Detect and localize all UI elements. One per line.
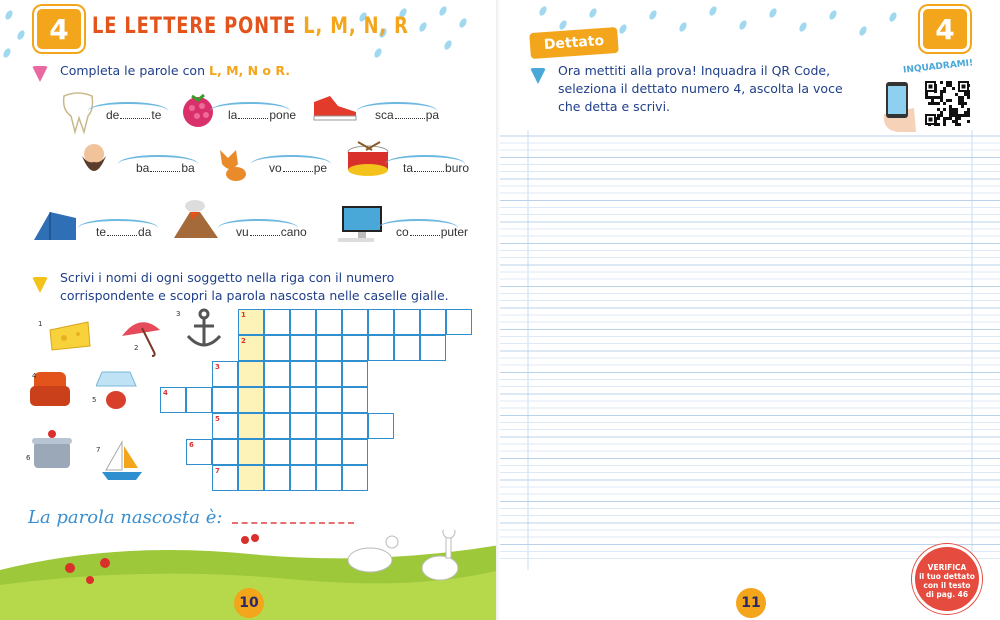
word-start: te (96, 225, 107, 239)
word-end: cano (280, 225, 307, 239)
dettato-label: Dettato (529, 27, 619, 59)
crossword-cell[interactable] (316, 361, 342, 387)
word-blank[interactable] (107, 226, 137, 236)
qr-label: INQUADRAMI! (902, 58, 974, 76)
chapter-number: 4 (49, 12, 69, 46)
word-end: buro (445, 161, 470, 175)
crossword-cell[interactable] (368, 309, 394, 335)
crossword-cell[interactable] (342, 387, 368, 413)
crossword-cell[interactable] (342, 439, 368, 465)
page-number-text: 10 (239, 595, 259, 611)
page-number (234, 588, 264, 618)
crossword-cell[interactable] (290, 465, 316, 491)
word-blank[interactable] (150, 162, 180, 172)
drop-dot (558, 19, 568, 31)
crossword-cell[interactable] (420, 309, 446, 335)
fill-in-word (96, 225, 151, 239)
drop-dot (888, 11, 898, 23)
crossword-cell[interactable] (264, 309, 290, 335)
word-start: vu (236, 225, 249, 239)
bullet-icon (32, 66, 48, 82)
crossword-cell[interactable] (290, 309, 316, 335)
word-end: ba (181, 161, 195, 175)
word-start: ta (403, 161, 414, 175)
crossword-cell[interactable] (342, 309, 368, 335)
word-blank[interactable] (238, 109, 268, 119)
crossword-cell[interactable] (342, 465, 368, 491)
item-number: 3 (176, 310, 181, 318)
qr-code-icon[interactable] (924, 80, 970, 126)
crossword-cell[interactable] (316, 439, 342, 465)
crossword-cell-hidden[interactable] (238, 361, 264, 387)
drop-dot (648, 9, 658, 21)
page-number-text: 11 (741, 595, 761, 611)
crossword-cell[interactable] (446, 309, 472, 335)
row-number: 6 (189, 441, 194, 449)
drop-dot (738, 19, 748, 31)
crossword-cell[interactable] (316, 465, 342, 491)
word-blank[interactable] (120, 109, 150, 119)
word-start: co (396, 225, 409, 239)
chapter-number-badge (34, 6, 84, 52)
crossword-cell[interactable] (264, 335, 290, 361)
drop-dot (2, 47, 12, 59)
beard-man-icon (74, 140, 122, 184)
chapter-number: 4 (935, 12, 955, 46)
item-number: 4 (32, 372, 37, 380)
crossword-cell[interactable] (316, 387, 342, 413)
pot-icon (30, 428, 76, 474)
lamp-icon (96, 368, 142, 414)
crossword-cell[interactable] (264, 387, 290, 413)
dettato-instruction: Ora mettiti alla prova! Inquadra il QR Code, seleziona il dettato numero 4, ascolta la voce che detta e scrivi. (558, 63, 843, 114)
instruction-text: Completa le parole con (60, 63, 206, 78)
hidden-word-label: La parola nascosta è: (28, 507, 223, 528)
word-blank[interactable] (283, 162, 313, 172)
fill-in-word (375, 108, 439, 122)
row-number: 5 (215, 415, 220, 423)
verify-line: VERIFICA (927, 563, 967, 572)
word-end: te (151, 108, 162, 122)
drop-dot (768, 7, 778, 19)
drop-dot (16, 29, 26, 41)
drop-dot (798, 21, 808, 33)
crossword-cell[interactable] (342, 335, 368, 361)
verify-line: di pag. 46 (925, 590, 969, 599)
drop-dot (828, 9, 838, 21)
item-number: 7 (96, 446, 101, 454)
crossword-cell[interactable] (394, 335, 420, 361)
fill-in-word (269, 161, 327, 175)
drop-dot (418, 21, 428, 33)
word-start: de (106, 108, 120, 122)
drop-dot (458, 17, 468, 29)
title-letters: L, M, N, R (303, 14, 409, 39)
crossword-cell[interactable] (368, 413, 394, 439)
word-end: pone (269, 108, 297, 122)
row-number: 3 (215, 363, 220, 371)
word-blank[interactable] (414, 162, 444, 172)
sneaker-icon (312, 88, 360, 132)
crossword-cell[interactable] (316, 413, 342, 439)
instruction-letters: L, M, N o R. (209, 63, 290, 78)
crossword-cell[interactable] (212, 387, 238, 413)
title-text: LE LETTERE PONTE (92, 14, 297, 39)
bullet-icon (32, 277, 48, 293)
crossword-cell[interactable] (186, 387, 212, 413)
drop-dot (443, 39, 453, 51)
fill-in-word (396, 225, 468, 239)
volcano-icon (172, 198, 220, 242)
drop-dot (858, 25, 868, 37)
tent-icon (32, 206, 80, 250)
item-number: 5 (92, 396, 97, 404)
chapter-number-badge-right (920, 6, 970, 52)
fill-in-word (136, 161, 195, 175)
page-number-right (736, 588, 766, 618)
crossword-cell[interactable] (264, 413, 290, 439)
item-number: 1 (38, 320, 43, 328)
fill-in-word (236, 225, 307, 239)
fill-in-word (106, 108, 161, 122)
drop-dot (708, 5, 718, 17)
row-number: 2 (241, 337, 246, 345)
crossword-cell[interactable] (290, 439, 316, 465)
drop-dot (538, 5, 548, 17)
sailboat-icon (100, 440, 146, 486)
word-start: vo (269, 161, 282, 175)
computer-icon (336, 204, 384, 248)
crossword-cell[interactable] (264, 439, 290, 465)
exercise1-instruction (60, 62, 290, 80)
crossword-cell[interactable] (342, 361, 368, 387)
word-end: puter (440, 225, 469, 239)
writing-lines[interactable] (500, 130, 1000, 570)
drop-dot (678, 21, 688, 33)
word-end: da (138, 225, 152, 239)
phone-hand-icon (878, 74, 920, 132)
anchor-icon (182, 308, 228, 354)
hidden-word-answer-line[interactable] (232, 522, 354, 524)
crossword-cell[interactable] (212, 439, 238, 465)
drop-dot (373, 47, 383, 59)
exercise2-instruction: Scrivi i nomi di ogni soggetto nella riga con il numero corrispondente e scopri la parola nascosta nelle caselle gialle. (60, 270, 449, 303)
crossword-cell[interactable] (316, 335, 342, 361)
page-title (92, 14, 409, 39)
crossword-cell[interactable] (342, 413, 368, 439)
umbrella-icon (120, 316, 166, 362)
word-end: pe (313, 161, 328, 175)
cheese-icon (48, 316, 94, 362)
row-number: 7 (215, 467, 220, 475)
crossword-cell-hidden[interactable] (238, 439, 264, 465)
drop-dot (4, 9, 14, 21)
verify-line: il tuo dettato (919, 572, 975, 581)
crossword-cell[interactable] (290, 387, 316, 413)
word-start: sca (375, 108, 394, 122)
drop-dot (588, 7, 598, 19)
word-start: la (228, 108, 238, 122)
crossword-cell-hidden[interactable] (238, 413, 264, 439)
crossword-cell[interactable] (264, 361, 290, 387)
crossword-cell[interactable] (290, 335, 316, 361)
row-number: 1 (241, 311, 246, 319)
fill-in-word (403, 161, 469, 175)
item-number: 2 (134, 344, 139, 352)
word-blank[interactable] (395, 109, 425, 119)
word-blank[interactable] (410, 226, 440, 236)
crossword-cell-hidden[interactable] (238, 387, 264, 413)
crossword-cell[interactable] (420, 335, 446, 361)
verify-badge (912, 544, 982, 614)
row-number: 4 (163, 389, 168, 397)
crossword-cell[interactable] (394, 309, 420, 335)
crossword-cell[interactable] (368, 335, 394, 361)
word-end: pa (425, 108, 440, 122)
crossword-cell[interactable] (290, 361, 316, 387)
crossword-cell[interactable] (264, 465, 290, 491)
drop-dot (618, 23, 628, 35)
word-start: ba (136, 161, 150, 175)
crossword-cell[interactable] (316, 309, 342, 335)
item-number: 6 (26, 454, 31, 462)
crossword-cell-hidden[interactable] (238, 465, 264, 491)
drop-dot (438, 5, 448, 17)
fill-in-word (228, 108, 296, 122)
word-blank[interactable] (250, 226, 280, 236)
verify-line: con il testo (923, 581, 971, 590)
crossword-cell[interactable] (290, 413, 316, 439)
